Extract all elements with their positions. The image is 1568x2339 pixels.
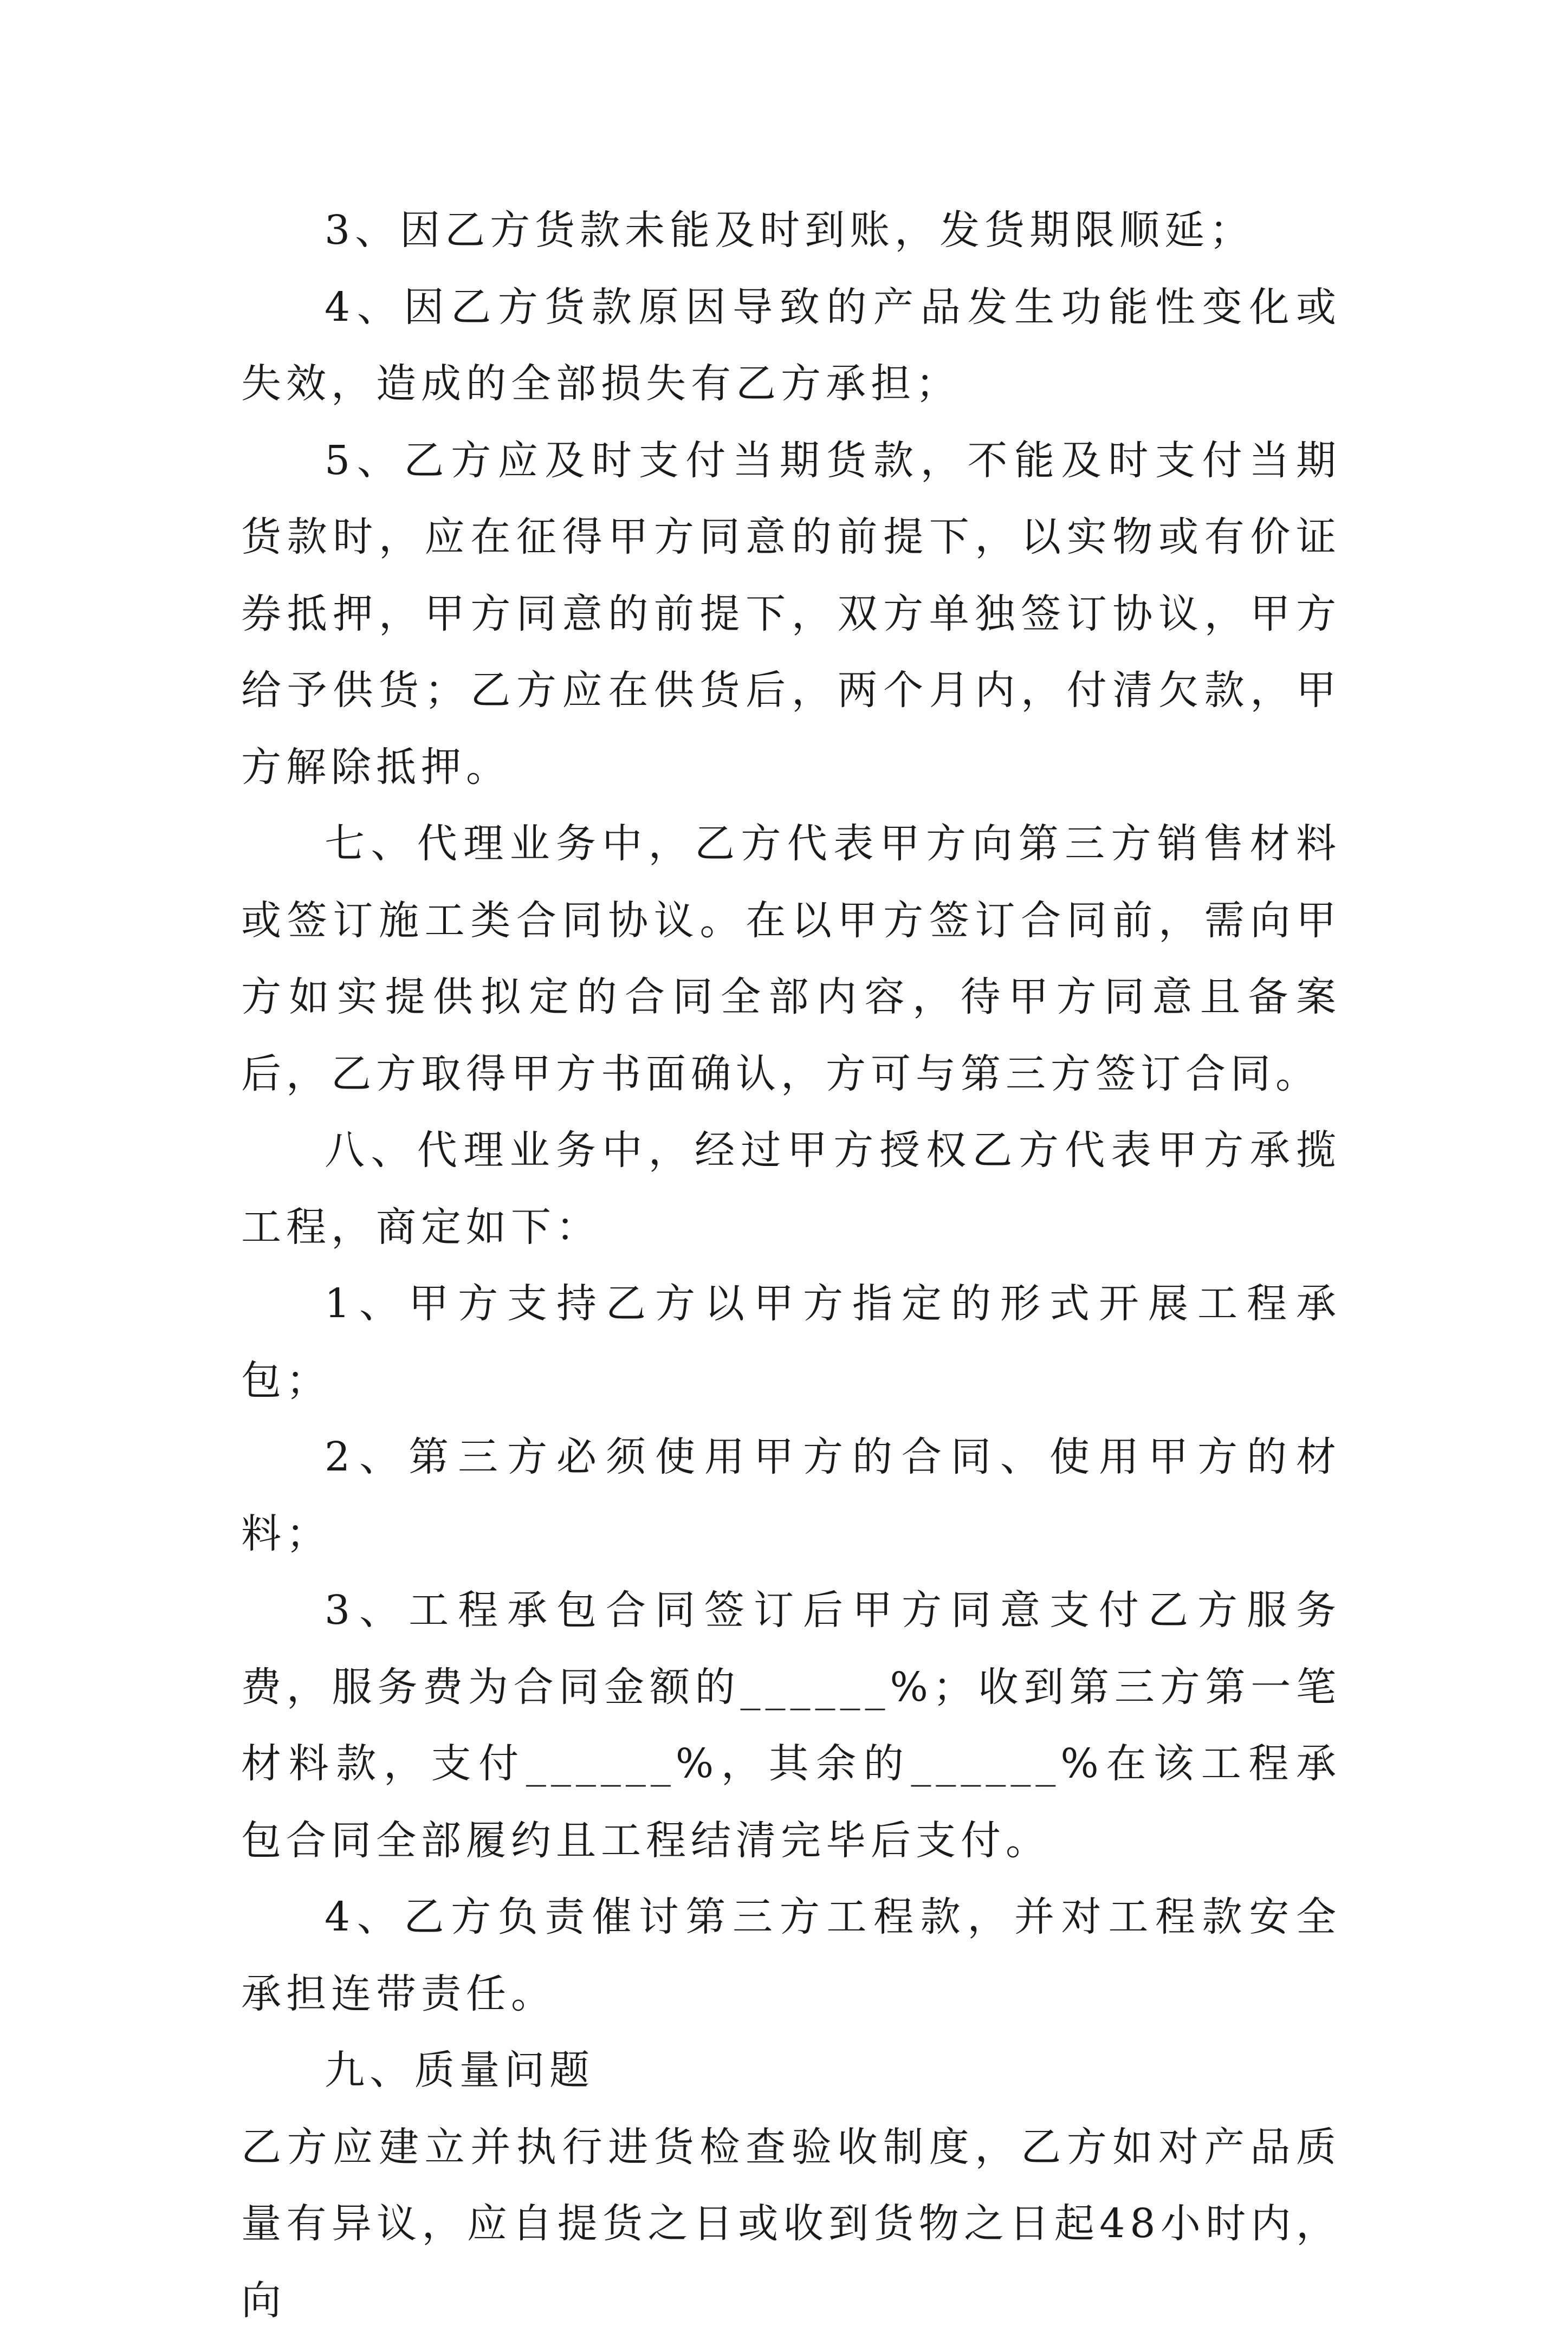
paragraph-section-9-inspection: 乙方应建立并执行进货检查验收制度，乙方如对产品质量有异议，应自提货之日或收到货物之日起48小时内，向 bbox=[241, 2109, 1341, 2339]
paragraph-section-8-item-4-collection: 4、乙方负责催讨第三方工程款，并对工程款安全承担连带责任。 bbox=[241, 1879, 1341, 2032]
paragraph-section-8-engineering-contract: 八、代理业务中，经过甲方授权乙方代表甲方承揽工程，商定如下： bbox=[241, 1112, 1341, 1266]
paragraph-item-5-payment-collateral: 5、乙方应及时支付当期货款，不能及时支付当期货款时，应在征得甲方同意的前提下，以实物或有价证券抵押，甲方同意的前提下，双方单独签订协议，甲方给予供货；乙方应在供货后，两个月内，付清欠款，甲方解除抵押。 bbox=[241, 423, 1341, 806]
paragraph-section-8-item-1: 1、甲方支持乙方以甲方指定的形式开展工程承包； bbox=[241, 1266, 1341, 1419]
document-body bbox=[241, 192, 1341, 2339]
paragraph-section-9-heading: 九、质量问题 bbox=[241, 2032, 1341, 2109]
paragraph-section-7-agency-sales: 七、代理业务中，乙方代表甲方向第三方销售材料或签订施工类合同协议。在以甲方签订合同前，需向甲方如实提供拟定的合同全部内容，待甲方同意且备案后，乙方取得甲方书面确认，方可与第三方签订合同。 bbox=[241, 806, 1341, 1112]
paragraph-section-8-item-3-service-fee: 3、工程承包合同签订后甲方同意支付乙方服务费，服务费为合同金额的______%；收到第三方第一笔材料款，支付______%，其余的______%在该工程承包合同全部履约且工程结清完毕后支付。 bbox=[241, 1572, 1341, 1879]
paragraph-item-4-product-failure: 4、因乙方货款原因导致的产品发生功能性变化或失效，造成的全部损失有乙方承担； bbox=[241, 269, 1341, 423]
paragraph-item-3-shipment-delay: 3、因乙方货款未能及时到账，发货期限顺延； bbox=[241, 192, 1341, 269]
paragraph-section-8-item-2: 2、第三方必须使用甲方的合同、使用甲方的材料； bbox=[241, 1419, 1341, 1572]
